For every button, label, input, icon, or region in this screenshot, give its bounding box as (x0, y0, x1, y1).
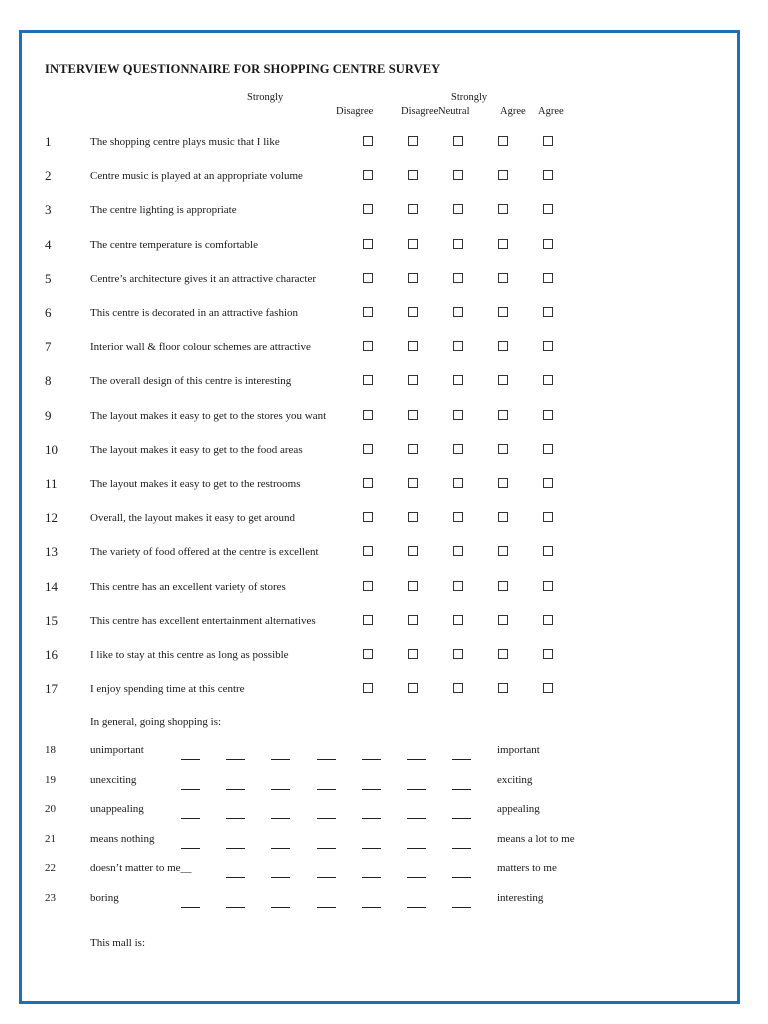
strongly-disagree-checkbox[interactable] (363, 649, 373, 659)
disagree-checkbox[interactable] (408, 239, 418, 249)
question-statement: I enjoy spending time at this centre (90, 683, 245, 695)
mall-intro: This mall is: (90, 937, 145, 949)
question-statement: This centre has an excellent variety of stores (90, 581, 286, 593)
header-strongly-disagree-top: Strongly (247, 92, 284, 103)
agree-checkbox[interactable] (498, 444, 508, 454)
strongly-disagree-checkbox[interactable] (363, 683, 373, 693)
question-number: 2 (45, 168, 52, 183)
agree-checkbox[interactable] (498, 546, 508, 556)
strongly-agree-checkbox[interactable] (543, 546, 553, 556)
semantic-left-anchor: doesn’t matter to me__ (90, 862, 192, 874)
strongly-agree-checkbox[interactable] (543, 307, 553, 317)
rating-blank[interactable] (226, 789, 245, 790)
agree-checkbox[interactable] (498, 375, 508, 385)
question-statement: The centre lighting is appropriate (90, 204, 237, 216)
rating-blank[interactable] (452, 877, 471, 878)
rating-blank[interactable] (271, 789, 290, 790)
rating-blank[interactable] (226, 907, 245, 908)
disagree-checkbox[interactable] (408, 136, 418, 146)
semantic-number: 19 (45, 774, 56, 786)
semantic-right-anchor: important (497, 744, 540, 756)
strongly-agree-checkbox[interactable] (543, 136, 553, 146)
rating-blank[interactable] (362, 818, 381, 819)
neutral-checkbox[interactable] (453, 478, 463, 488)
question-statement: This centre has excellent entertainment alternatives (90, 615, 316, 627)
agree-checkbox[interactable] (498, 649, 508, 659)
strongly-agree-checkbox[interactable] (543, 444, 553, 454)
disagree-checkbox[interactable] (408, 444, 418, 454)
semantic-right-anchor: appealing (497, 803, 540, 815)
rating-blank[interactable] (226, 818, 245, 819)
rating-blank[interactable] (407, 789, 426, 790)
question-statement: Overall, the layout makes it easy to get around (90, 512, 295, 524)
agree-checkbox[interactable] (498, 615, 508, 625)
rating-blank[interactable] (317, 759, 336, 760)
question-number: 9 (45, 408, 52, 423)
strongly-disagree-checkbox[interactable] (363, 341, 373, 351)
strongly-disagree-checkbox[interactable] (363, 478, 373, 488)
semantic-left-anchor: unimportant (90, 744, 144, 756)
strongly-agree-checkbox[interactable] (543, 410, 553, 420)
strongly-agree-checkbox[interactable] (543, 204, 553, 214)
rating-blank[interactable] (452, 907, 471, 908)
header-strongly-agree-bottom: Agree (538, 106, 564, 117)
strongly-agree-checkbox[interactable] (543, 239, 553, 249)
rating-blank[interactable] (317, 789, 336, 790)
disagree-checkbox[interactable] (408, 581, 418, 591)
agree-checkbox[interactable] (498, 581, 508, 591)
rating-blank[interactable] (181, 759, 200, 760)
strongly-disagree-checkbox[interactable] (363, 410, 373, 420)
disagree-checkbox[interactable] (408, 683, 418, 693)
question-statement: The centre temperature is comfortable (90, 239, 258, 251)
semantic-number: 18 (45, 744, 56, 756)
semantic-left-anchor: unappealing (90, 803, 144, 815)
question-number: 8 (45, 373, 52, 388)
strongly-disagree-checkbox[interactable] (363, 615, 373, 625)
question-statement: The overall design of this centre is interesting (90, 375, 292, 387)
agree-checkbox[interactable] (498, 307, 508, 317)
strongly-agree-checkbox[interactable] (543, 649, 553, 659)
semantic-number: 23 (45, 892, 56, 904)
question-number: 14 (45, 579, 58, 594)
rating-blank[interactable] (452, 789, 471, 790)
question-number: 4 (45, 237, 52, 252)
neutral-checkbox[interactable] (453, 649, 463, 659)
strongly-disagree-checkbox[interactable] (363, 581, 373, 591)
neutral-checkbox[interactable] (453, 581, 463, 591)
question-number: 13 (45, 544, 58, 559)
strongly-disagree-checkbox[interactable] (363, 239, 373, 249)
rating-blank[interactable] (181, 789, 200, 790)
neutral-checkbox[interactable] (453, 512, 463, 522)
disagree-checkbox[interactable] (408, 375, 418, 385)
rating-blank[interactable] (407, 907, 426, 908)
question-statement: The shopping centre plays music that I like (90, 136, 280, 148)
neutral-checkbox[interactable] (453, 170, 463, 180)
rating-blank[interactable] (362, 848, 381, 849)
rating-blank[interactable] (317, 818, 336, 819)
neutral-checkbox[interactable] (453, 546, 463, 556)
strongly-agree-checkbox[interactable] (543, 273, 553, 283)
neutral-checkbox[interactable] (453, 615, 463, 625)
strongly-agree-checkbox[interactable] (543, 375, 553, 385)
agree-checkbox[interactable] (498, 512, 508, 522)
rating-blank[interactable] (452, 818, 471, 819)
neutral-checkbox[interactable] (453, 273, 463, 283)
agree-checkbox[interactable] (498, 478, 508, 488)
neutral-checkbox[interactable] (453, 375, 463, 385)
strongly-agree-checkbox[interactable] (543, 170, 553, 180)
question-statement: I like to stay at this centre as long as possible (90, 649, 289, 661)
rating-blank[interactable] (271, 848, 290, 849)
strongly-disagree-checkbox[interactable] (363, 307, 373, 317)
header-strongly-disagree-bottom: Disagree (336, 106, 374, 117)
agree-checkbox[interactable] (498, 204, 508, 214)
semantic-number: 20 (45, 803, 56, 815)
rating-blank[interactable] (452, 848, 471, 849)
header-disagree: Disagree (401, 106, 439, 117)
question-number: 17 (45, 681, 58, 696)
agree-checkbox[interactable] (498, 341, 508, 351)
question-number: 1 (45, 134, 52, 149)
neutral-checkbox[interactable] (453, 204, 463, 214)
semantic-left-anchor: means nothing (90, 833, 155, 845)
semantic-number: 21 (45, 833, 56, 845)
header-strongly-agree-top: Strongly (451, 92, 488, 103)
rating-blank[interactable] (226, 877, 245, 878)
rating-blank[interactable] (317, 877, 336, 878)
agree-checkbox[interactable] (498, 273, 508, 283)
question-number: 5 (45, 271, 52, 286)
rating-blank[interactable] (226, 848, 245, 849)
agree-checkbox[interactable] (498, 410, 508, 420)
question-statement: The layout makes it easy to get to the stores you want (90, 410, 327, 422)
question-statement: The variety of food offered at the centre is excellent (90, 546, 319, 558)
disagree-checkbox[interactable] (408, 307, 418, 317)
disagree-checkbox[interactable] (408, 170, 418, 180)
question-number: 11 (45, 476, 58, 491)
agree-checkbox[interactable] (498, 683, 508, 693)
question-number: 3 (45, 202, 52, 217)
semantic-right-anchor: interesting (497, 892, 544, 904)
question-number: 12 (45, 510, 58, 525)
strongly-disagree-checkbox[interactable] (363, 273, 373, 283)
semantic-left-anchor: boring (90, 892, 119, 904)
strongly-agree-checkbox[interactable] (543, 581, 553, 591)
strongly-agree-checkbox[interactable] (543, 683, 553, 693)
rating-blank[interactable] (271, 818, 290, 819)
disagree-checkbox[interactable] (408, 273, 418, 283)
rating-blank[interactable] (407, 848, 426, 849)
question-statement: The layout makes it easy to get to the restrooms (90, 478, 301, 490)
agree-checkbox[interactable] (498, 239, 508, 249)
question-statement: Interior wall & floor colour schemes are attractive (90, 341, 311, 353)
strongly-disagree-checkbox[interactable] (363, 170, 373, 180)
question-statement: Centre music is played at an appropriate volume (90, 170, 303, 182)
rating-blank[interactable] (181, 818, 200, 819)
strongly-agree-checkbox[interactable] (543, 615, 553, 625)
semantic-right-anchor: means a lot to me (497, 833, 575, 845)
disagree-checkbox[interactable] (408, 478, 418, 488)
rating-blank[interactable] (407, 759, 426, 760)
agree-checkbox[interactable] (498, 136, 508, 146)
strongly-disagree-checkbox[interactable] (363, 546, 373, 556)
semantic-left-anchor: unexciting (90, 774, 137, 786)
rating-blank[interactable] (271, 759, 290, 760)
neutral-checkbox[interactable] (453, 239, 463, 249)
header-neutral: Neutral (438, 106, 470, 117)
rating-blank[interactable] (271, 907, 290, 908)
rating-blank[interactable] (407, 818, 426, 819)
neutral-checkbox[interactable] (453, 410, 463, 420)
strongly-disagree-checkbox[interactable] (363, 136, 373, 146)
neutral-checkbox[interactable] (453, 683, 463, 693)
neutral-checkbox[interactable] (453, 444, 463, 454)
neutral-checkbox[interactable] (453, 341, 463, 351)
question-number: 16 (45, 647, 58, 662)
question-statement: This centre is decorated in an attractive fashion (90, 307, 298, 319)
disagree-checkbox[interactable] (408, 512, 418, 522)
rating-blank[interactable] (226, 759, 245, 760)
rating-blank[interactable] (181, 848, 200, 849)
question-number: 7 (45, 339, 52, 354)
rating-blank[interactable] (362, 907, 381, 908)
semantic-right-anchor: matters to me (497, 862, 557, 874)
rating-blank[interactable] (317, 848, 336, 849)
rating-blank[interactable] (181, 907, 200, 908)
header-agree: Agree (500, 106, 526, 117)
neutral-checkbox[interactable] (453, 307, 463, 317)
rating-blank[interactable] (407, 877, 426, 878)
strongly-agree-checkbox[interactable] (543, 512, 553, 522)
strongly-disagree-checkbox[interactable] (363, 444, 373, 454)
strongly-disagree-checkbox[interactable] (363, 204, 373, 214)
rating-blank[interactable] (271, 877, 290, 878)
agree-checkbox[interactable] (498, 170, 508, 180)
disagree-checkbox[interactable] (408, 410, 418, 420)
strongly-disagree-checkbox[interactable] (363, 375, 373, 385)
page-title: INTERVIEW QUESTIONNAIRE FOR SHOPPING CENTRE SURVEY (45, 62, 441, 76)
question-statement: The layout makes it easy to get to the food areas (90, 444, 303, 456)
neutral-checkbox[interactable] (453, 136, 463, 146)
question-number: 6 (45, 305, 52, 320)
disagree-checkbox[interactable] (408, 341, 418, 351)
strongly-agree-checkbox[interactable] (543, 478, 553, 488)
rating-blank[interactable] (362, 877, 381, 878)
strongly-disagree-checkbox[interactable] (363, 512, 373, 522)
disagree-checkbox[interactable] (408, 649, 418, 659)
rating-blank[interactable] (317, 907, 336, 908)
question-number: 15 (45, 613, 58, 628)
disagree-checkbox[interactable] (408, 546, 418, 556)
disagree-checkbox[interactable] (408, 204, 418, 214)
rating-blank[interactable] (452, 759, 471, 760)
strongly-agree-checkbox[interactable] (543, 341, 553, 351)
rating-blank[interactable] (362, 759, 381, 760)
rating-blank[interactable] (362, 789, 381, 790)
question-number: 10 (45, 442, 58, 457)
semantic-right-anchor: exciting (497, 774, 533, 786)
disagree-checkbox[interactable] (408, 615, 418, 625)
semantic-intro: In general, going shopping is: (90, 716, 222, 728)
semantic-number: 22 (45, 862, 56, 874)
question-statement: Centre’s architecture gives it an attractive character (90, 273, 316, 285)
